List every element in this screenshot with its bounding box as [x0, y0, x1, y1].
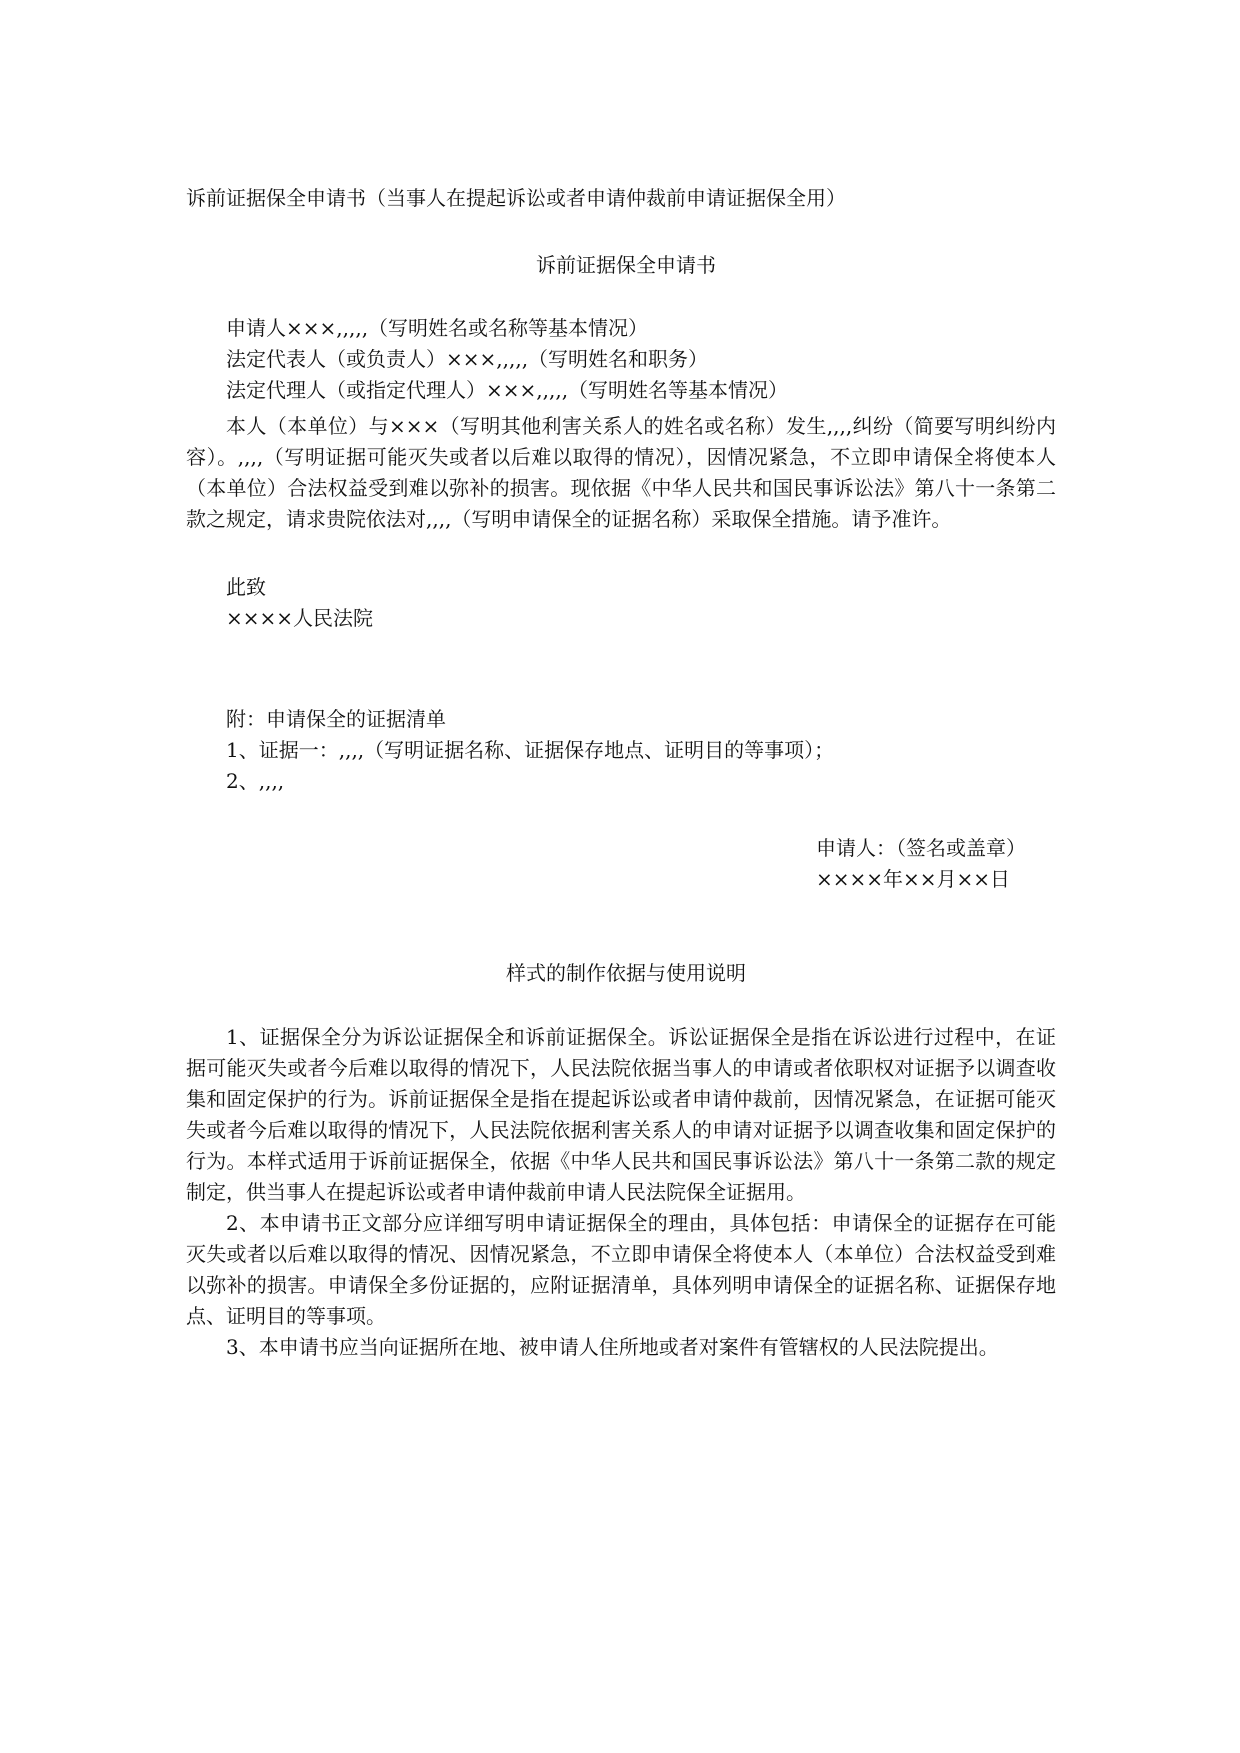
attachment-item: 2、,,,, [226, 769, 285, 793]
party-applicant: 申请人×××,,,,,（写明姓名或名称等基本情况） [226, 316, 649, 340]
document-title: 诉前证据保全申请书 [536, 253, 716, 277]
attachment-heading: 附：申请保全的证据清单 [226, 707, 446, 731]
parties-section [186, 313, 1056, 406]
attachment-item: 1、证据一：,,,,（写明证据名称、证据保存地点、证明目的等事项）； [226, 738, 835, 762]
notes-section [186, 1022, 1056, 1363]
note-paragraph: 3、本申请书应当向证据所在地、被申请人住所地或者对案件有管辖权的人民法院提出。 [226, 1335, 999, 1359]
attachment-section [186, 704, 1056, 797]
note-paragraph: 1、证据保全分为诉讼证据保全和诉前证据保全。诉讼证据保全是指在诉讼进行过程中，在证据可能灭失或者今后难以取得的情况下，人民法院依据当事人的申请或者依职权对证据予以调查收集和固定保护的行为。诉前证据保全是指在提起诉讼或者申请仲裁前，因情况紧急，在证据可能灭失或者今后难以取得的情况下，人民法院依据利害关系人的申请对证据予以调查收集和固定保护的行为。本样式适用于诉前证据保全，依据《中华人民共和国民事诉讼法》第八十一条第二款的规定制定，供当事人在提起诉讼或者申请仲裁前申请人民法院保全证据用。 [186, 1025, 1056, 1204]
party-legal-agent: 法定代理人（或指定代理人）×××,,,,,（写明姓名等基本情况） [226, 378, 789, 402]
signature-applicant: 申请人：（签名或盖章） [816, 836, 1026, 860]
note-paragraph: 2、本申请书正文部分应详细写明申请证据保全的理由，具体包括：申请保全的证据存在可能灭失或者以后难以取得的情况、因情况紧急，不立即申请保全将使本人（本单位）合法权益受到难以弥补的损害。申请保全多份证据的，应附证据清单，具体列明申请保全的证据名称、证据保存地点、证明目的等事项。 [186, 1211, 1056, 1328]
closing-court-name: ××××人民法院 [226, 606, 374, 630]
closing-section [186, 572, 1056, 634]
party-legal-representative: 法定代表人（或负责人）×××,,,,,（写明姓名和职务） [226, 347, 709, 371]
signature-date: ××××年××月××日 [816, 867, 1011, 891]
closing-salutation: 此致 [226, 575, 266, 599]
request-body-paragraph: 本人（本单位）与×××（写明其他利害关系人的姓名或名称）发生,,,,纠纷（简要写明纠纷内容）。,,,,（写明证据可能灭失或者以后难以取得的情况），因情况紧急，不立即申请保全将使本人（本单位）合法权益受到难以弥补的损害。现依据《中华人民共和国民事诉讼法》第八十一条第二款之规定，请求贵院依法对,,,,（写明申请保全的证据名称）采取保全措施。请予准许。 [186, 414, 1056, 531]
signature-block [816, 833, 1076, 895]
document-header-line: 诉前证据保全申请书（当事人在提起诉讼或者申请仲裁前申请证据保全用） [186, 186, 846, 210]
request-body-section [186, 411, 1056, 535]
notes-title: 样式的制作依据与使用说明 [506, 961, 746, 985]
